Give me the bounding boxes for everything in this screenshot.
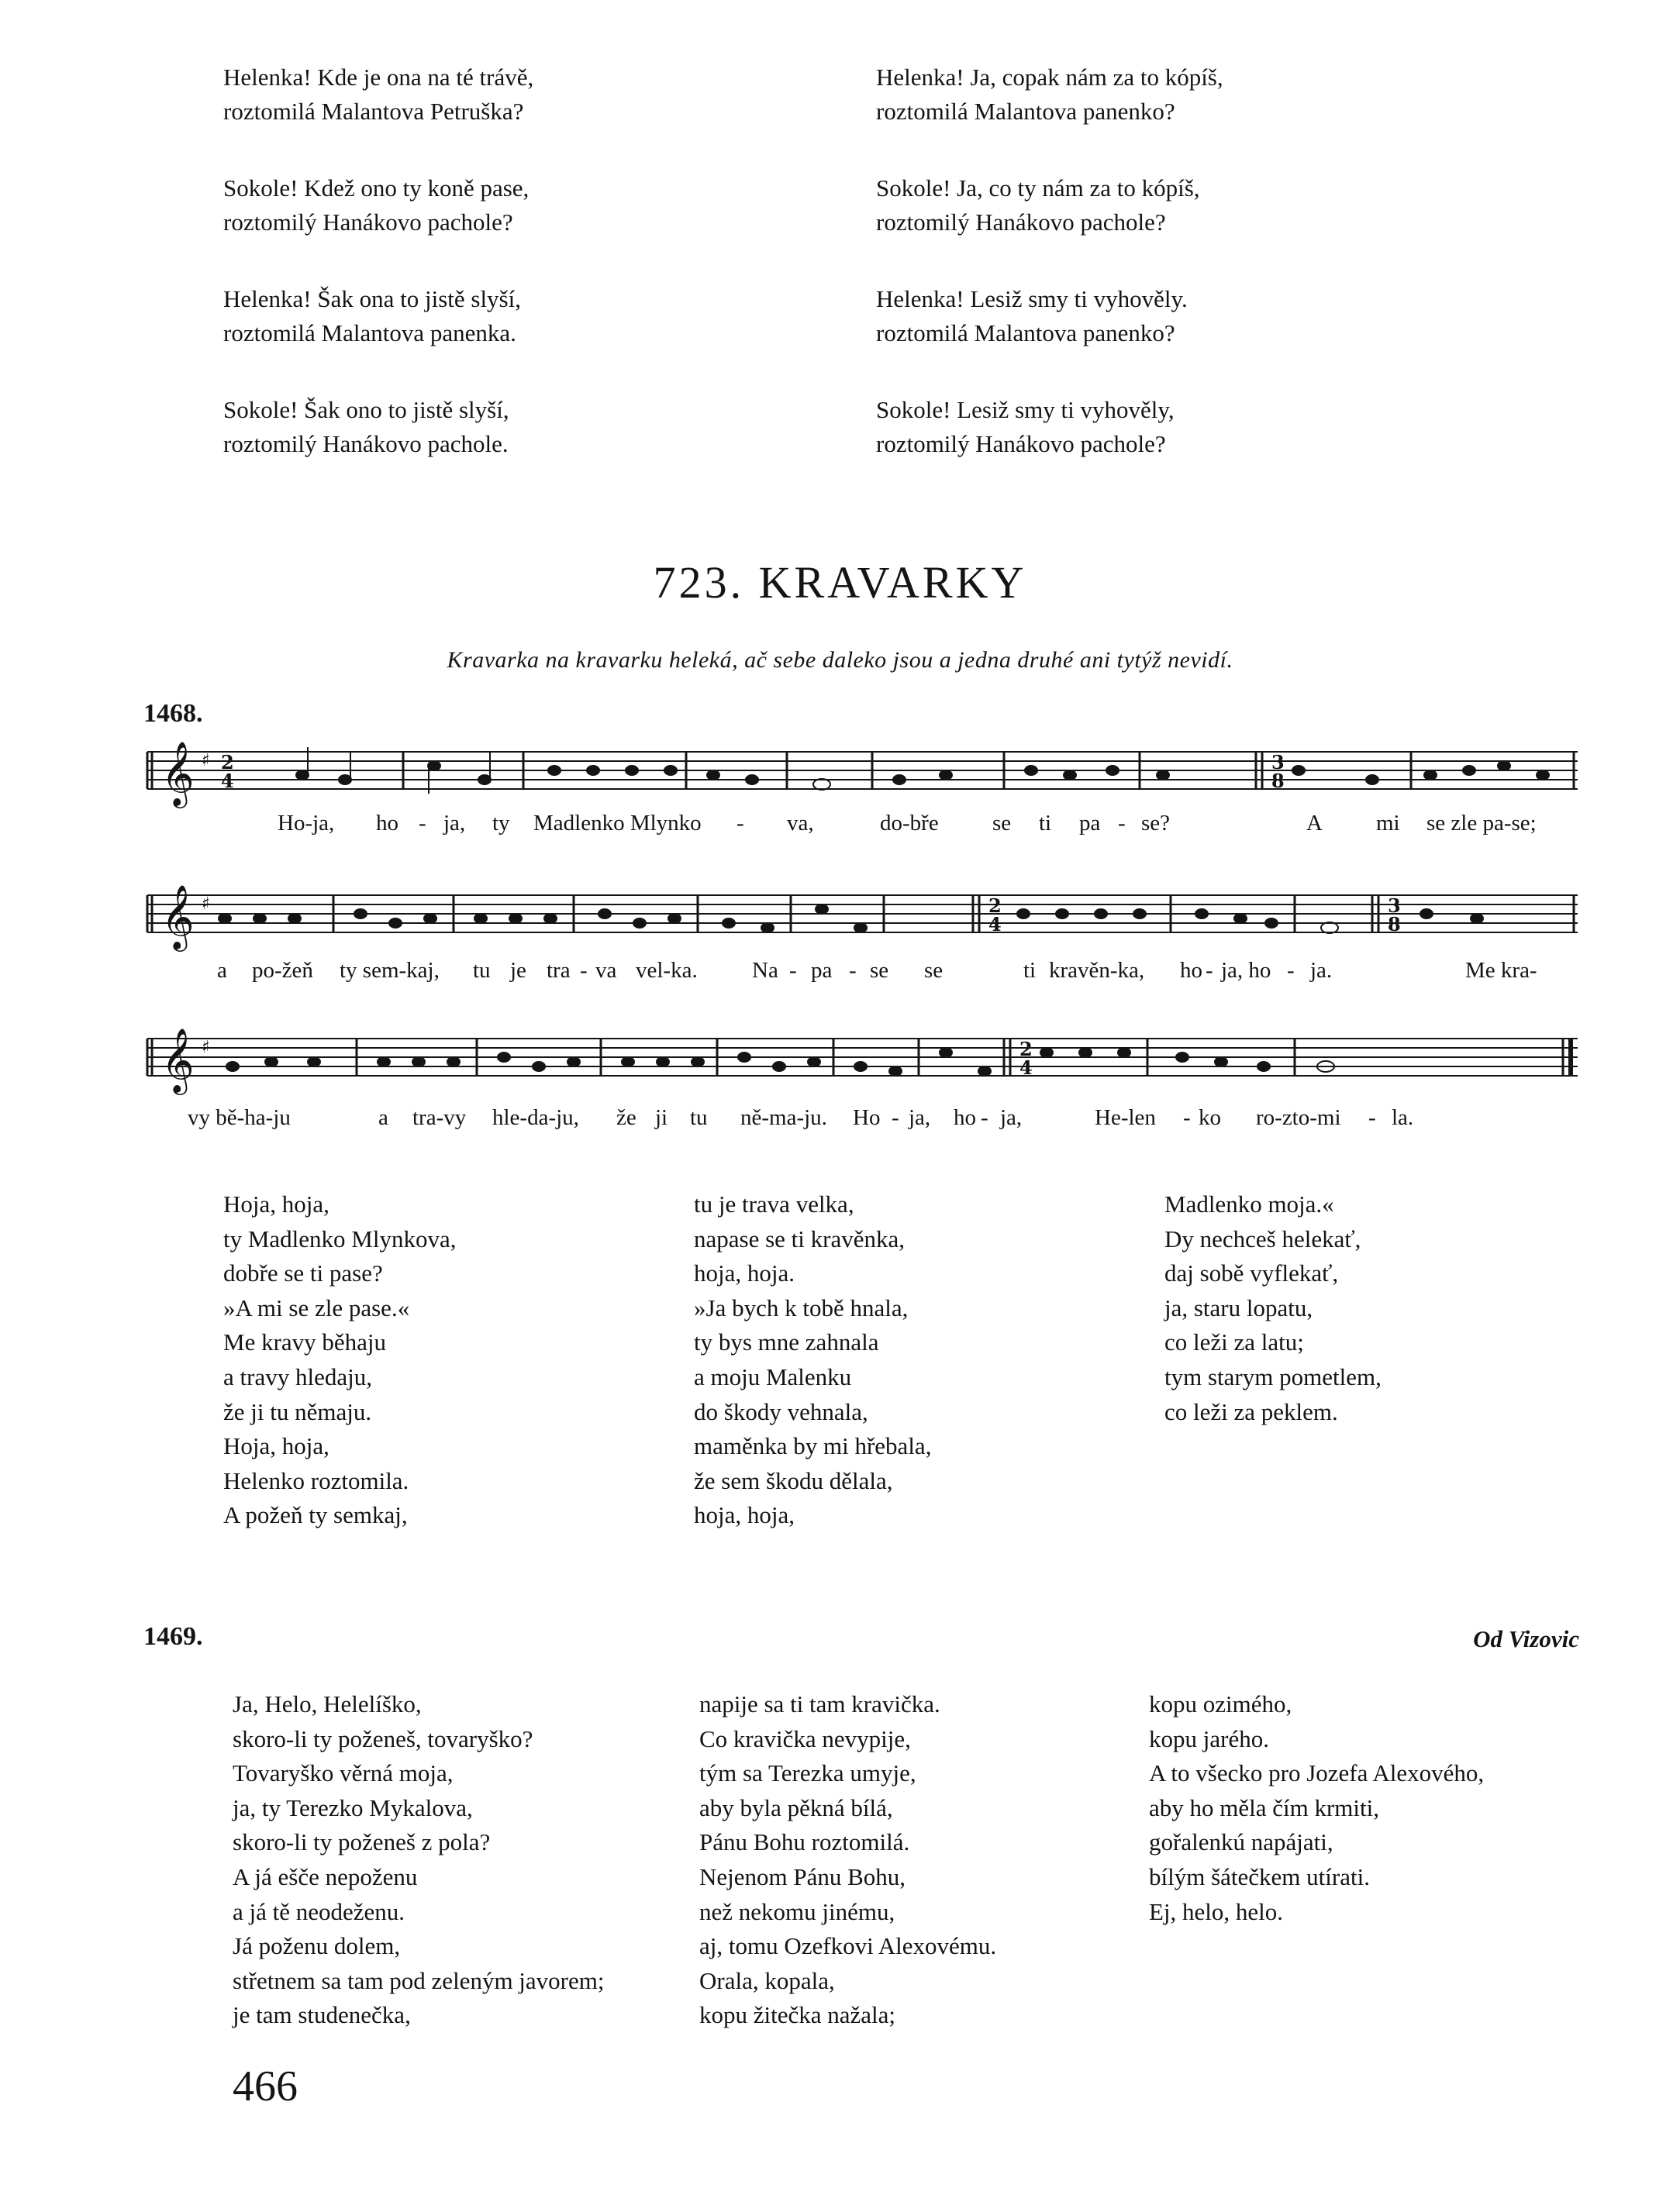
verse-line: tu je trava velka, xyxy=(694,1190,854,1218)
lyric-syllable: - xyxy=(789,958,797,983)
verse-line: a travy hledaju, xyxy=(223,1363,372,1390)
song-origin: Od Vizovic xyxy=(1473,1625,1579,1652)
lyric-syllable: va, xyxy=(787,811,814,836)
lyric-syllable: la. xyxy=(1392,1105,1414,1130)
svg-text:8: 8 xyxy=(1271,770,1285,792)
verse-line: Me kravy běhaju xyxy=(223,1328,387,1356)
stanza-6: Sokole! Ja, co ty nám za to kópíš, roztomilý Hanákovo pachole? xyxy=(876,174,1200,236)
lyric-syllable: Madlenko Mlynko xyxy=(533,811,702,836)
svg-text:𝄞: 𝄞 xyxy=(161,1027,195,1092)
svg-text:4: 4 xyxy=(221,770,234,792)
lyric-syllable: ji xyxy=(655,1105,668,1130)
text-column-5 xyxy=(699,1687,996,2033)
verse-line: »A mi se zle pase.« xyxy=(223,1294,410,1321)
text-column-3 xyxy=(1164,1187,1382,1429)
stanza-8: Sokole! Lesiž smy ti vyhověly, roztomilý Hanákovo pachole? xyxy=(876,396,1175,457)
verse-line: a já tě neodeženu. xyxy=(233,1897,405,1925)
verse-line: ty bys mne zahnala xyxy=(694,1328,879,1356)
lyric-syllable: He-len xyxy=(1095,1105,1156,1130)
svg-text:♯: ♯ xyxy=(202,1038,210,1057)
svg-text:2: 2 xyxy=(1019,1038,1033,1060)
lyric-syllable: ja, xyxy=(1000,1105,1023,1130)
verse-line: dobře se ti pase? xyxy=(223,1259,383,1287)
verse-line: tym starym pometlem, xyxy=(1164,1363,1382,1390)
verse-line: Hoja, hoja, xyxy=(223,1432,329,1460)
stanza-3: Helenka! Šak ona to jistě slyší, roztomilá Malantova panenka. xyxy=(223,285,521,346)
svg-text:𝄞: 𝄞 xyxy=(161,740,195,805)
verse-line: daj sobě vyflekať, xyxy=(1164,1259,1339,1287)
text-column-6 xyxy=(1149,1687,1484,1929)
svg-text:♯: ♯ xyxy=(202,894,210,914)
verse-line: Ja, Helo, Helelíško, xyxy=(233,1690,422,1718)
lyric-syllable: - xyxy=(1206,958,1213,983)
lyric-syllable: Ho-ja, xyxy=(278,811,335,836)
verse-line: A já ešče nepoženu xyxy=(233,1862,418,1890)
lyric-syllable: se xyxy=(924,958,943,983)
lyric-syllable: se xyxy=(870,958,889,983)
lyric-syllable: ja, xyxy=(443,811,466,836)
verse-line: skoro-li ty poženeš z pola? xyxy=(233,1828,491,1856)
lyric-syllable: - xyxy=(419,811,426,836)
verse-line: že ji tu němaju. xyxy=(223,1397,372,1425)
verse-line: do škody vehnala, xyxy=(694,1397,868,1425)
verse-line: Helenko roztomila. xyxy=(223,1466,409,1494)
lyric-syllable: - xyxy=(849,958,857,983)
text-column-1 xyxy=(223,1187,457,1533)
lyric-syllable: ho xyxy=(376,811,398,836)
text-column-4 xyxy=(233,1687,605,2033)
verse-line: kopu jarého. xyxy=(1149,1724,1269,1752)
verse-line: hoja, hoja. xyxy=(694,1259,795,1287)
verse-line: střetnem sa tam pod zeleným javorem; xyxy=(233,1966,605,1994)
verse-line: Madlenko moja.« xyxy=(1164,1190,1334,1218)
verse-line: kopu ozimého, xyxy=(1149,1690,1292,1718)
lyric-syllable: pa xyxy=(811,958,833,983)
verse-line: ty Madlenko Mlynkova, xyxy=(223,1225,457,1252)
lyric-syllable: kravěn-ka, xyxy=(1049,958,1145,983)
verse-line: tým sa Terezka umyje, xyxy=(699,1759,916,1787)
svg-text:♯: ♯ xyxy=(202,751,210,770)
verse-line: A požeň ty semkaj, xyxy=(223,1501,408,1529)
verse-line: napase se ti kravěnka, xyxy=(694,1225,905,1252)
lyric-syllable: - xyxy=(737,811,744,836)
verse-line: než nekomu jinému, xyxy=(699,1897,895,1925)
verse-line: Nejenom Pánu Bohu, xyxy=(699,1862,906,1890)
verse-line: aby ho měla čím krmiti, xyxy=(1149,1793,1380,1821)
lyric-syllable: po-žeň xyxy=(252,958,313,983)
verse-line: ja, ty Terezko Mykalova, xyxy=(233,1793,473,1821)
lyric-syllable: tu xyxy=(690,1105,708,1130)
page-number: 466 xyxy=(233,2062,298,2110)
lyric-syllable: se xyxy=(992,811,1012,836)
verse-line: aj, tomu Ozefkovi Alexovému. xyxy=(699,1932,997,1960)
lyric-syllable: Me kra- xyxy=(1465,958,1537,983)
verse-line: Tovaryško věrná moja, xyxy=(233,1759,454,1787)
lyric-syllable: vel-ka. xyxy=(636,958,698,983)
lyric-syllable: - xyxy=(892,1105,899,1130)
lyric-syllable: se? xyxy=(1141,811,1171,836)
lyric-syllable: tu xyxy=(473,958,491,983)
verse-line: kopu žitečka nažala; xyxy=(699,2001,896,2029)
verse-line: hoja, hoja, xyxy=(694,1501,795,1529)
lyric-syllable: ro-zto-mi xyxy=(1256,1105,1341,1130)
song-number-1469: 1469. xyxy=(143,1622,203,1651)
svg-text:𝄞: 𝄞 xyxy=(161,884,195,949)
verse-line: maměnka by mi hřebala, xyxy=(694,1432,932,1460)
lyric-syllable: tra xyxy=(547,958,571,983)
lyric-syllable: A xyxy=(1306,811,1323,836)
lyric-syllable: tra-vy xyxy=(412,1105,467,1130)
lyric-syllable: ho xyxy=(1180,958,1202,983)
verse-line: gořalenkú napájati, xyxy=(1149,1828,1333,1856)
verse-line: »Ja bych k tobě hnala, xyxy=(694,1294,909,1321)
lyric-syllable: vy bě-ha-ju xyxy=(188,1105,291,1130)
lyric-syllable: - xyxy=(1287,958,1295,983)
verse-line: co leži za peklem. xyxy=(1164,1397,1338,1425)
lyric-syllable: - xyxy=(981,1105,988,1130)
lyric-syllable: ti xyxy=(1023,958,1037,983)
lyric-syllable: a xyxy=(217,958,227,983)
lyric-syllable: - xyxy=(1183,1105,1191,1130)
verse-line: bílým šátečkem utírati. xyxy=(1149,1862,1370,1890)
verse-line: A to všecko pro Jozefa Alexového, xyxy=(1149,1759,1485,1787)
verse-line: že sem škodu dělala, xyxy=(694,1466,893,1494)
lyric-syllable: Na xyxy=(752,958,778,983)
lyrics-line-2 xyxy=(140,958,1589,989)
verse-line: co leži za latu; xyxy=(1164,1328,1304,1356)
stanza-4: Sokole! Šak ono to jistě slyší, roztomilý Hanákovo pachole. xyxy=(223,396,509,457)
verse-line: Hoja, hoja, xyxy=(223,1190,329,1218)
verse-line: Orala, kopala, xyxy=(699,1966,835,1994)
lyric-syllable: že xyxy=(616,1105,636,1130)
svg-text:3: 3 xyxy=(1388,894,1401,917)
lyric-syllable: hle-da-ju, xyxy=(492,1105,579,1130)
lyric-syllable: ně-ma-ju. xyxy=(740,1105,827,1130)
lyric-syllable: a xyxy=(378,1105,388,1130)
verse-line: a moju Malenku xyxy=(694,1363,852,1390)
svg-text:2: 2 xyxy=(988,894,1002,917)
stanza-1: Helenka! Kde je ona na té trávě, roztomilá Malantova Petruška? xyxy=(223,64,534,125)
lyric-syllable: ja. xyxy=(1310,958,1333,983)
lyric-syllable: ja, xyxy=(909,1105,931,1130)
stanza-7: Helenka! Lesiž smy ti vyhověly. roztomilá Malantova panenko? xyxy=(876,285,1188,346)
svg-text:2: 2 xyxy=(221,751,234,774)
verse-line: skoro-li ty poženeš, tovaryško? xyxy=(233,1724,533,1752)
lyric-syllable: - xyxy=(1368,1105,1376,1130)
verse-line: ja, staru lopatu, xyxy=(1164,1294,1313,1321)
lyric-syllable: se zle pa-se; xyxy=(1426,811,1537,836)
song-title: 723. KRAVARKY xyxy=(653,557,1027,608)
song-number-1468: 1468. xyxy=(143,699,203,728)
text-column-2 xyxy=(694,1187,931,1533)
verse-line: Já poženu dolem, xyxy=(233,1932,401,1960)
verse-line: Pánu Bohu roztomilá. xyxy=(699,1828,910,1856)
lyric-syllable: Ho xyxy=(853,1105,881,1130)
lyric-syllable: je xyxy=(510,958,526,983)
lyric-syllable: - xyxy=(580,958,588,983)
verse-line: Dy nechceš helekať, xyxy=(1164,1225,1361,1252)
song-intro: Kravarka na kravarku heleká, ač sebe daleko jsou a jedna druhé ani tytýž nevidí. xyxy=(447,647,1233,673)
verse-line: je tam studenečka, xyxy=(233,2001,411,2029)
verse-line: napije sa ti tam kravička. xyxy=(699,1690,940,1718)
lyric-syllable: pa xyxy=(1079,811,1101,836)
lyric-syllable: ho xyxy=(954,1105,976,1130)
lyrics-line-1 xyxy=(140,811,1589,842)
verse-line: aby byla pěkná bílá, xyxy=(699,1793,893,1821)
stanza-2: Sokole! Kdež ono ty koně pase, roztomilý Hanákovo pachole? xyxy=(223,174,530,236)
lyrics-line-3 xyxy=(140,1105,1589,1136)
lyric-syllable: mi xyxy=(1376,811,1400,836)
lyric-syllable: do-bře xyxy=(880,811,939,836)
lyric-syllable: ti xyxy=(1039,811,1052,836)
svg-text:3: 3 xyxy=(1271,751,1285,774)
lyric-syllable: ko xyxy=(1199,1105,1221,1130)
svg-text:8: 8 xyxy=(1388,913,1401,935)
music-staff-3 xyxy=(140,1023,1589,1116)
lyric-syllable: ty xyxy=(492,811,510,836)
lyric-syllable: va xyxy=(595,958,617,983)
lyric-syllable: - xyxy=(1118,811,1126,836)
svg-text:4: 4 xyxy=(1019,1056,1033,1079)
lyric-syllable: ty sem-kaj, xyxy=(340,958,440,983)
svg-text:4: 4 xyxy=(988,913,1002,935)
lyric-syllable: ja, ho xyxy=(1221,958,1271,983)
stanza-5: Helenka! Ja, copak nám za to kópíš, roztomilá Malantova panenko? xyxy=(876,64,1223,125)
verse-line: Ej, helo, helo. xyxy=(1149,1897,1284,1925)
verse-line: Co kravička nevypije, xyxy=(699,1724,911,1752)
